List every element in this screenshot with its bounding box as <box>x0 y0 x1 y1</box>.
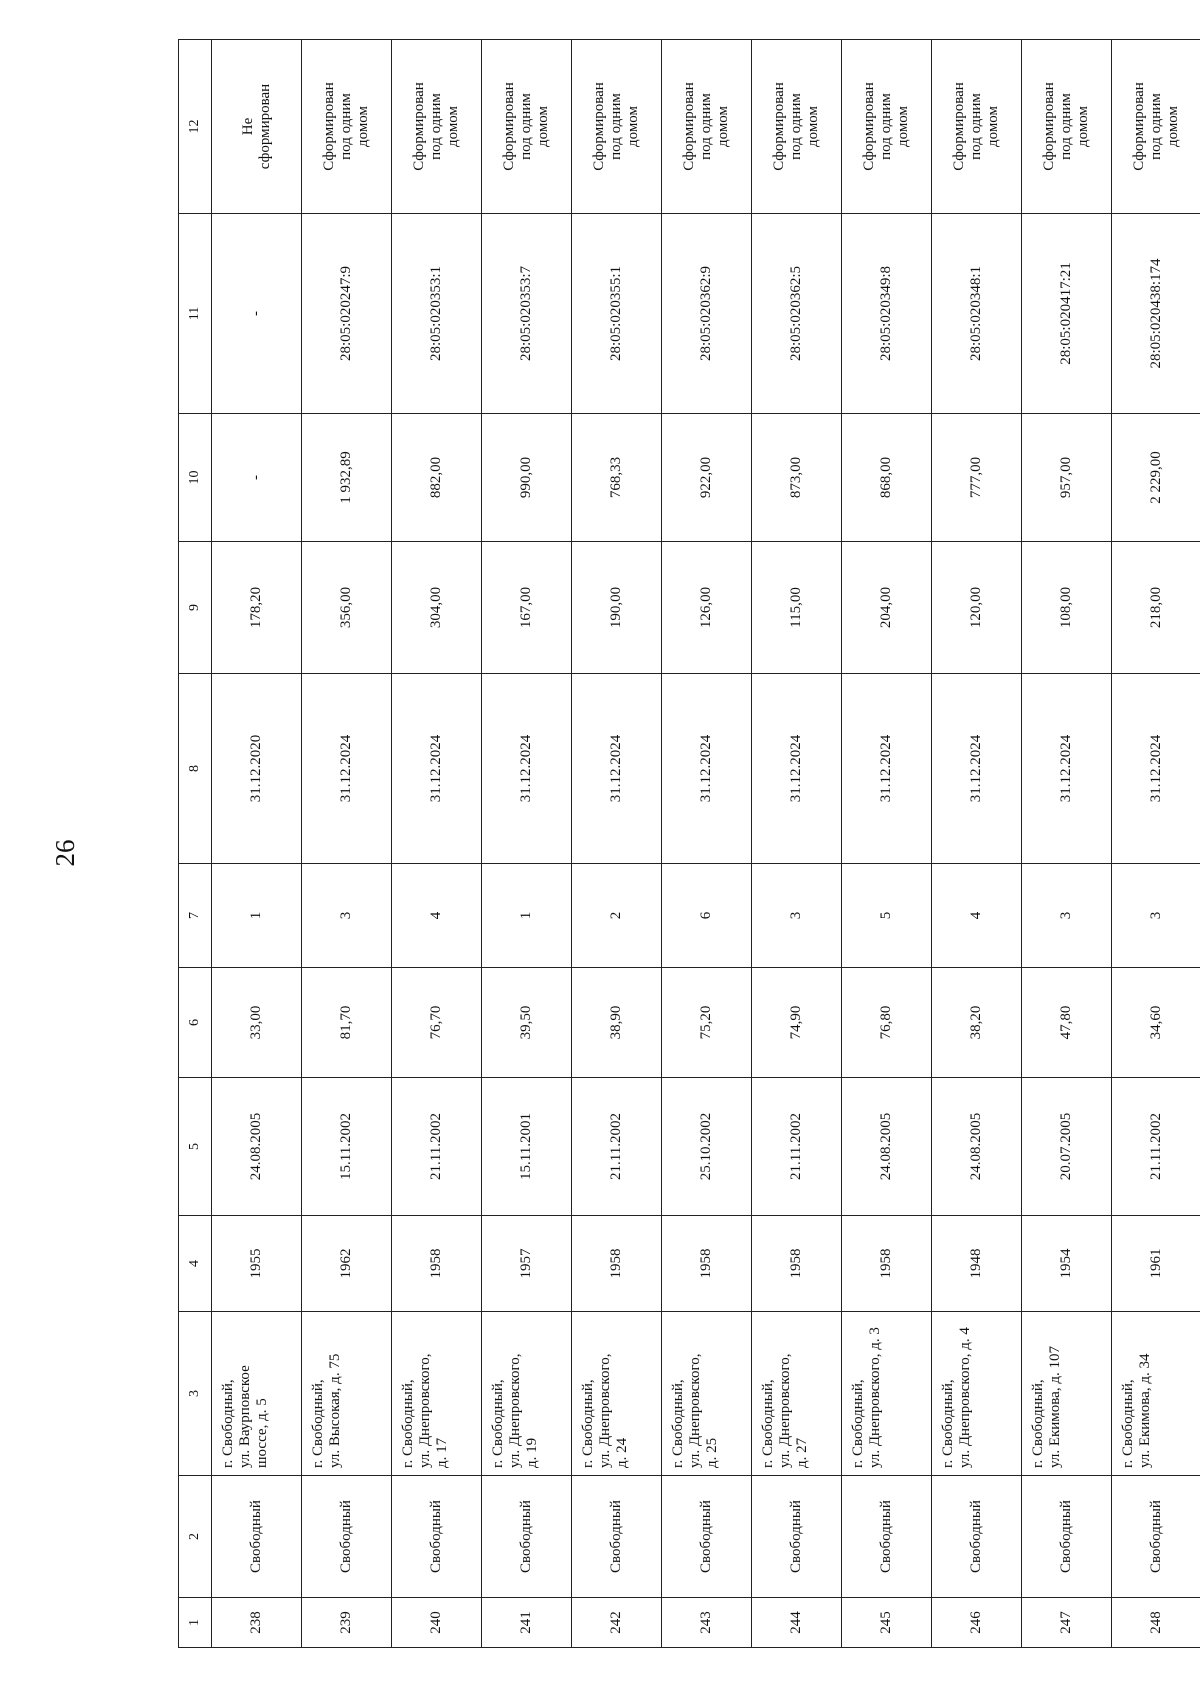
address-line: ул. Днепровского, <box>776 1353 793 1468</box>
address-cell <box>662 1312 752 1476</box>
residents-count-cell: 3 <box>1112 864 1200 968</box>
land-plot-status-line: под одним <box>698 93 715 160</box>
resettlement-deadline-cell: 31.12.2024 <box>482 674 572 864</box>
land-plot-status-cell <box>392 40 482 214</box>
address-line: г. Свободный, <box>1120 1379 1136 1468</box>
address-line: д. 24 <box>613 1437 630 1468</box>
land-plot-area-cell: 922,00 <box>662 414 752 542</box>
residents-count-cell: 5 <box>842 864 932 968</box>
recognition-date-cell: 21.11.2002 <box>572 1078 662 1216</box>
recognition-date-cell: 21.11.2002 <box>392 1078 482 1216</box>
total-area-cell: 178,20 <box>212 542 302 674</box>
address-line: шоссе, д. 5 <box>253 1398 270 1468</box>
land-plot-area-cell: 2 229,00 <box>1112 414 1200 542</box>
land-plot-status-cell <box>302 40 392 214</box>
land-plot-status-line: домом <box>1074 105 1091 148</box>
build-year-cell: 1958 <box>662 1216 752 1312</box>
land-plot-status-line: Сформирован <box>771 82 788 171</box>
recognition-date-cell: 24.08.2005 <box>932 1078 1022 1216</box>
recognition-date-cell: 25.10.2002 <box>662 1078 752 1216</box>
build-year-cell: 1948 <box>932 1216 1022 1312</box>
land-plot-status-line: Сформирован <box>681 82 698 171</box>
cadastral-number-cell: 28:05:020438:174 <box>1112 214 1200 414</box>
address-line: ул. Днепровского, <box>686 1353 703 1468</box>
row-number-cell: 245 <box>842 1598 932 1648</box>
resettlement-deadline-cell: 31.12.2020 <box>212 674 302 864</box>
land-plot-status-cell <box>482 40 572 214</box>
area-cell: 33,00 <box>212 968 302 1078</box>
row-number-cell: 244 <box>752 1598 842 1648</box>
settlement-cell: Свободный <box>212 1476 302 1598</box>
resettlement-deadline-cell: 31.12.2024 <box>752 674 842 864</box>
residents-count-cell: 3 <box>752 864 842 968</box>
table-row <box>752 40 842 1648</box>
land-plot-status-line: Сформирован <box>411 82 428 171</box>
land-plot-status-line: под одним <box>788 93 805 160</box>
residents-count-cell: 6 <box>662 864 752 968</box>
residents-count-cell: 3 <box>302 864 392 968</box>
address-cell <box>1022 1312 1112 1476</box>
land-plot-status-line: Сформирован <box>861 82 878 171</box>
land-plot-status-line: Сформирован <box>1041 82 1058 171</box>
row-number-cell: 242 <box>572 1598 662 1648</box>
land-plot-status-line: домом <box>804 105 821 148</box>
address-line: д. 25 <box>703 1437 720 1468</box>
cadastral-number-cell: 28:05:020348:1 <box>932 214 1022 414</box>
address-line: г. Свободный, <box>850 1379 866 1468</box>
land-plot-area-cell: 768,33 <box>572 414 662 542</box>
cadastral-number-cell: 28:05:020353:1 <box>392 214 482 414</box>
residents-count-cell: 4 <box>392 864 482 968</box>
total-area-cell: 190,00 <box>572 542 662 674</box>
column-number: 3 <box>179 1312 212 1476</box>
cadastral-number-cell: 28:05:020362:5 <box>752 214 842 414</box>
address-line: г. Свободный, <box>490 1379 506 1468</box>
land-plot-status-line: Сформирован <box>321 82 338 171</box>
land-plot-status-line: Сформирован <box>591 82 608 171</box>
row-number-cell: 247 <box>1022 1598 1112 1648</box>
land-plot-status-line: Сформирован <box>1131 82 1148 171</box>
row-number-cell: 241 <box>482 1598 572 1648</box>
column-number: 8 <box>179 674 212 864</box>
address-line: ул. Днепровского, <box>416 1353 433 1468</box>
land-plot-status-cell <box>752 40 842 214</box>
settlement-cell: Свободный <box>662 1476 752 1598</box>
land-plot-status-cell <box>662 40 752 214</box>
land-plot-status-line: под одним <box>1058 93 1075 160</box>
residents-count-cell: 4 <box>932 864 1022 968</box>
land-plot-area-cell: 1 932,89 <box>302 414 392 542</box>
settlement-cell: Свободный <box>842 1476 932 1598</box>
residents-count-cell: 3 <box>1022 864 1112 968</box>
build-year-cell: 1957 <box>482 1216 572 1312</box>
page-number: 26 <box>49 839 80 867</box>
recognition-date-cell: 15.11.2002 <box>302 1078 392 1216</box>
address-line: ул. Высокая, д. 75 <box>326 1353 343 1468</box>
area-cell: 76,70 <box>392 968 482 1078</box>
row-number-cell: 248 <box>1112 1598 1200 1648</box>
resettlement-deadline-cell: 31.12.2024 <box>662 674 752 864</box>
address-line: г. Свободный, <box>220 1379 236 1468</box>
address-line: д. 17 <box>433 1437 450 1468</box>
land-plot-status-line: Сформирован <box>501 82 518 171</box>
address-line: д. 19 <box>523 1437 540 1468</box>
table-row <box>1112 40 1200 1648</box>
area-cell: 76,80 <box>842 968 932 1078</box>
land-plot-status-line: Сформирован <box>951 82 968 171</box>
land-plot-status-line: домом <box>354 105 371 148</box>
area-cell: 81,70 <box>302 968 392 1078</box>
column-number: 6 <box>179 968 212 1078</box>
table-row <box>392 40 482 1648</box>
recognition-date-cell: 21.11.2002 <box>1112 1078 1200 1216</box>
resettlement-deadline-cell: 31.12.2024 <box>392 674 482 864</box>
settlement-cell: Свободный <box>1022 1476 1112 1598</box>
resettlement-deadline-cell: 31.12.2024 <box>1112 674 1200 864</box>
row-number-cell: 238 <box>212 1598 302 1648</box>
settlement-cell: Свободный <box>392 1476 482 1598</box>
column-number: 9 <box>179 542 212 674</box>
row-number-cell: 243 <box>662 1598 752 1648</box>
build-year-cell: 1958 <box>572 1216 662 1312</box>
total-area-cell: 126,00 <box>662 542 752 674</box>
land-plot-area-cell: 990,00 <box>482 414 572 542</box>
residents-count-cell: 1 <box>482 864 572 968</box>
recognition-date-cell: 20.07.2005 <box>1022 1078 1112 1216</box>
address-cell <box>482 1312 572 1476</box>
land-plot-status-cell <box>932 40 1022 214</box>
build-year-cell: 1958 <box>842 1216 932 1312</box>
land-plot-status-line: сформирован <box>256 83 273 170</box>
address-cell <box>752 1312 842 1476</box>
settlement-cell: Свободный <box>482 1476 572 1598</box>
address-line: г. Свободный, <box>400 1379 416 1468</box>
table-row <box>932 40 1022 1648</box>
land-plot-status-line: домом <box>984 105 1001 148</box>
address-line: д. 27 <box>793 1437 810 1468</box>
settlement-cell: Свободный <box>1112 1476 1200 1598</box>
land-plot-status-line: под одним <box>608 93 625 160</box>
land-plot-status-line: под одним <box>338 93 355 160</box>
row-number-cell: 240 <box>392 1598 482 1648</box>
address-line: ул. Ваурповское <box>236 1365 253 1468</box>
resettlement-deadline-cell: 31.12.2024 <box>842 674 932 864</box>
address-line: ул. Днепровского, <box>506 1353 523 1468</box>
address-line: ул. Днепровского, д. 3 <box>866 1327 883 1468</box>
column-number: 1 <box>179 1598 212 1648</box>
land-plot-status-cell <box>842 40 932 214</box>
land-plot-area-cell: 882,00 <box>392 414 482 542</box>
total-area-cell: 167,00 <box>482 542 572 674</box>
address-line: г. Свободный, <box>670 1379 686 1468</box>
build-year-cell: 1962 <box>302 1216 392 1312</box>
area-cell: 34,60 <box>1112 968 1200 1078</box>
resettlement-deadline-cell: 31.12.2024 <box>932 674 1022 864</box>
address-cell <box>212 1312 302 1476</box>
column-number: 11 <box>179 214 212 414</box>
total-area-cell: 356,00 <box>302 542 392 674</box>
row-number-cell: 246 <box>932 1598 1022 1648</box>
resettlement-deadline-cell: 31.12.2024 <box>572 674 662 864</box>
table-row <box>662 40 752 1648</box>
land-plot-status-cell <box>212 40 302 214</box>
land-plot-area-cell: - <box>212 414 302 542</box>
address-line: г. Свободный, <box>760 1379 776 1468</box>
address-line: г. Свободный, <box>940 1379 956 1468</box>
land-plot-area-cell: 873,00 <box>752 414 842 542</box>
land-plot-status-line: под одним <box>518 93 535 160</box>
column-number: 10 <box>179 414 212 542</box>
housing-registry-table <box>178 39 1200 1648</box>
land-plot-status-line: домом <box>1164 105 1181 148</box>
address-line: г. Свободный, <box>310 1379 326 1468</box>
resettlement-deadline-cell: 31.12.2024 <box>1022 674 1112 864</box>
land-plot-status-cell <box>1112 40 1200 214</box>
address-line: ул. Днепровского, д. 4 <box>956 1327 973 1468</box>
cadastral-number-cell: 28:05:020417:21 <box>1022 214 1112 414</box>
address-line: г. Свободный, <box>580 1379 596 1468</box>
column-number: 2 <box>179 1476 212 1598</box>
area-cell: 75,20 <box>662 968 752 1078</box>
recognition-date-cell: 21.11.2002 <box>752 1078 842 1216</box>
residents-count-cell: 2 <box>572 864 662 968</box>
land-plot-status-line: домом <box>894 105 911 148</box>
settlement-cell: Свободный <box>302 1476 392 1598</box>
land-plot-status-line: домом <box>624 105 641 148</box>
cadastral-number-cell: 28:05:020349:8 <box>842 214 932 414</box>
table-row <box>1022 40 1112 1648</box>
total-area-cell: 218,00 <box>1112 542 1200 674</box>
land-plot-area-cell: 957,00 <box>1022 414 1112 542</box>
recognition-date-cell: 24.08.2005 <box>212 1078 302 1216</box>
rotated-table-frame <box>178 40 1181 1648</box>
land-plot-area-cell: 868,00 <box>842 414 932 542</box>
area-cell: 39,50 <box>482 968 572 1078</box>
column-number: 5 <box>179 1078 212 1216</box>
address-cell <box>1112 1312 1200 1476</box>
cadastral-number-cell: 28:05:020247:9 <box>302 214 392 414</box>
build-year-cell: 1958 <box>752 1216 842 1312</box>
cadastral-number-cell: - <box>212 214 302 414</box>
address-line: ул. Екимова, д. 34 <box>1136 1353 1153 1468</box>
table-row <box>302 40 392 1648</box>
residents-count-cell: 1 <box>212 864 302 968</box>
address-line: ул. Днепровского, <box>596 1353 613 1468</box>
row-number-cell: 239 <box>302 1598 392 1648</box>
cadastral-number-cell: 28:05:020353:7 <box>482 214 572 414</box>
area-cell: 38,90 <box>572 968 662 1078</box>
address-cell <box>302 1312 392 1476</box>
total-area-cell: 115,00 <box>752 542 842 674</box>
build-year-cell: 1954 <box>1022 1216 1112 1312</box>
land-plot-status-line: под одним <box>428 93 445 160</box>
land-plot-status-line: под одним <box>1148 93 1165 160</box>
address-cell <box>572 1312 662 1476</box>
table-row <box>482 40 572 1648</box>
recognition-date-cell: 24.08.2005 <box>842 1078 932 1216</box>
table-row <box>842 40 932 1648</box>
land-plot-status-line: домом <box>714 105 731 148</box>
land-plot-status-line: Не <box>239 117 256 136</box>
build-year-cell: 1955 <box>212 1216 302 1312</box>
area-cell: 38,20 <box>932 968 1022 1078</box>
address-line: ул. Екимова, д. 107 <box>1046 1346 1063 1468</box>
resettlement-deadline-cell: 31.12.2024 <box>302 674 392 864</box>
land-plot-area-cell: 777,00 <box>932 414 1022 542</box>
settlement-cell: Свободный <box>752 1476 842 1598</box>
settlement-cell: Свободный <box>572 1476 662 1598</box>
address-cell <box>932 1312 1022 1476</box>
land-plot-status-line: домом <box>444 105 461 148</box>
land-plot-status-line: под одним <box>878 93 895 160</box>
total-area-cell: 204,00 <box>842 542 932 674</box>
cadastral-number-cell: 28:05:020362:9 <box>662 214 752 414</box>
cadastral-number-cell: 28:05:020355:1 <box>572 214 662 414</box>
column-number: 7 <box>179 864 212 968</box>
settlement-cell: Свободный <box>932 1476 1022 1598</box>
total-area-cell: 304,00 <box>392 542 482 674</box>
column-number-row <box>179 40 212 1648</box>
area-cell: 47,80 <box>1022 968 1112 1078</box>
build-year-cell: 1961 <box>1112 1216 1200 1312</box>
area-cell: 74,90 <box>752 968 842 1078</box>
column-number: 4 <box>179 1216 212 1312</box>
land-plot-status-cell <box>1022 40 1112 214</box>
land-plot-status-cell <box>572 40 662 214</box>
column-number: 12 <box>179 40 212 214</box>
table-row <box>572 40 662 1648</box>
build-year-cell: 1958 <box>392 1216 482 1312</box>
total-area-cell: 108,00 <box>1022 542 1112 674</box>
address-cell <box>842 1312 932 1476</box>
address-line: г. Свободный, <box>1030 1379 1046 1468</box>
recognition-date-cell: 15.11.2001 <box>482 1078 572 1216</box>
table-row <box>212 40 302 1648</box>
land-plot-status-line: домом <box>534 105 551 148</box>
land-plot-status-line: под одним <box>968 93 985 160</box>
address-cell <box>392 1312 482 1476</box>
table-body <box>212 40 1200 1648</box>
table-container <box>178 40 1181 1648</box>
total-area-cell: 120,00 <box>932 542 1022 674</box>
